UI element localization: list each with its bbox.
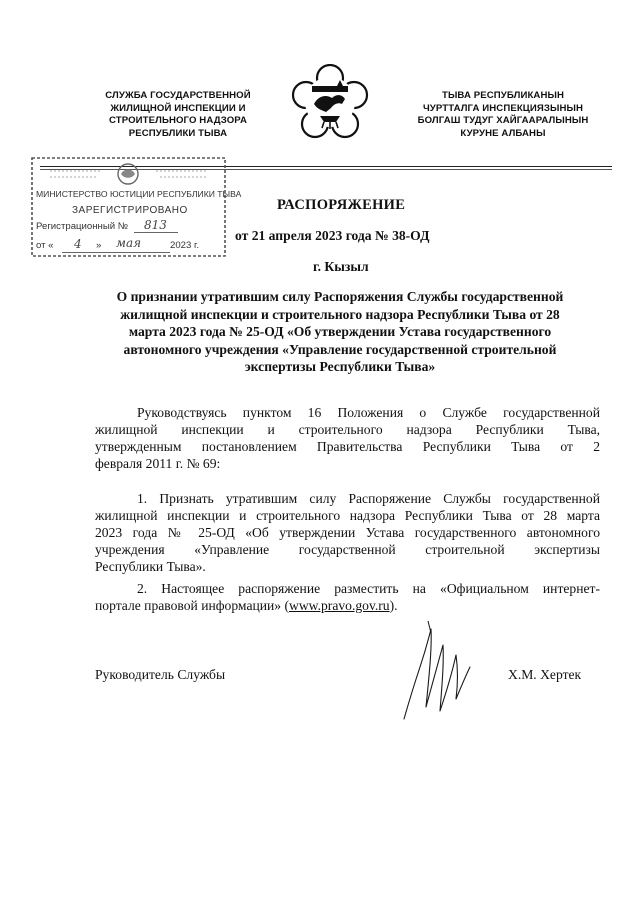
document-date-number: от 21 апреля 2023 года № 38-ОД [235,228,430,243]
stamp-year: 2023 г. [170,240,200,251]
item2-text: портале правовой информации» ( [95,598,290,613]
item1-line: учреждения «Управление государственной строительной экспертизы [95,542,600,557]
item1-line: Республики Тыва». [95,559,206,574]
header-right-org-name [388,90,618,140]
document-item-1 [95,490,600,575]
stamp-quote-close: » [96,240,102,251]
header-left-line: ЖИЛИЩНОЙ ИНСПЕКЦИИ И [110,102,246,114]
stamp-registered: ЗАРЕГИСТРИРОВАНО [72,205,188,216]
handwritten-signature [398,615,498,725]
header-right-line: КУРУНЕ АЛБАНЫ [460,127,546,139]
preamble-line: утвержденным постановлением Правительства Республики Тыва от 2 [95,439,600,454]
subject-line: автономного учреждения «Управление государственной строительной [123,341,557,357]
document-item-2 [95,580,600,614]
pravo-gov-link[interactable]: www.pravo.gov.ru [289,598,390,613]
item1-line: жилищной инспекции и строительного надзора Республики Тыва от 28 марта [95,508,600,523]
item2-line-2 [95,597,600,614]
subject-line: жилищной инспекции и строительного надзора Республики Тыва от 28 [120,306,560,322]
signatory-name: Х.М. Хертек [508,667,582,682]
item1-line: 2023 года № 25-ОД «Об утверждении Устава государственного автономного [95,525,600,540]
signature-position: Руководитель Службы [95,667,226,682]
stamp-from-prefix: от « [36,240,54,251]
document-subject [80,288,600,376]
subject-line: экспертизы Республики Тыва» [244,359,436,374]
item2-line-1: 2. Настоящее распоряжение разместить на «Официальном интернет- [137,581,600,596]
item2-text-end: ). [389,598,398,613]
preamble-line: жилищной инспекции и строительного надзора Республики Тыва, [95,422,600,437]
subject-line: О признании утратившим силу Распоряжения Службы государственной [116,289,564,304]
item1-line: 1. Признать утратившим силу Распоряжение Службы государственной [137,491,600,506]
document-preamble [95,404,600,472]
header-left-line: СЛУЖБА ГОСУДАРСТВЕННОЙ [105,90,251,101]
document-title: РАСПОРЯЖЕНИЕ [277,197,406,213]
stamp-day: 4 [74,237,82,251]
stamp-ministry: МИНИСТЕРСТВО ЮСТИЦИИ РЕСПУБЛИКИ ТЫВА [36,189,242,199]
header-right-line: ЧУРТТАЛГА ИНСПЕКЦИЯЗЫНЫН [422,102,584,114]
stamp-month: мая [116,236,142,250]
stamp-reg-number: 813 [144,218,167,232]
preamble-line: февраля 2011 г. № 69: [95,456,221,471]
header-right-line: ТЫВА РЕСПУБЛИКАНЫН [441,90,564,101]
subject-line: марта 2023 года № 25-ОД «Об утверждении Устава государственного [128,324,552,339]
header-left-line: РЕСПУБЛИКИ ТЫВА [128,127,228,139]
tuva-republic-emblem-icon [290,64,370,144]
stamp-reg-label: Регистрационный № [36,221,129,232]
header-right-line: БОЛГАШ ТУДУГ ХАЙГААРАЛЫНЫН [417,115,589,126]
header-left-line: СТРОИТЕЛЬНОГО НАДЗОРА [109,115,247,126]
registration-stamp [30,155,242,259]
document-city: г. Кызыл [313,259,369,274]
header-left-org-name [78,90,278,140]
preamble-line: Руководствуясь пунктом 16 Положения о Службе государственной [137,405,600,420]
